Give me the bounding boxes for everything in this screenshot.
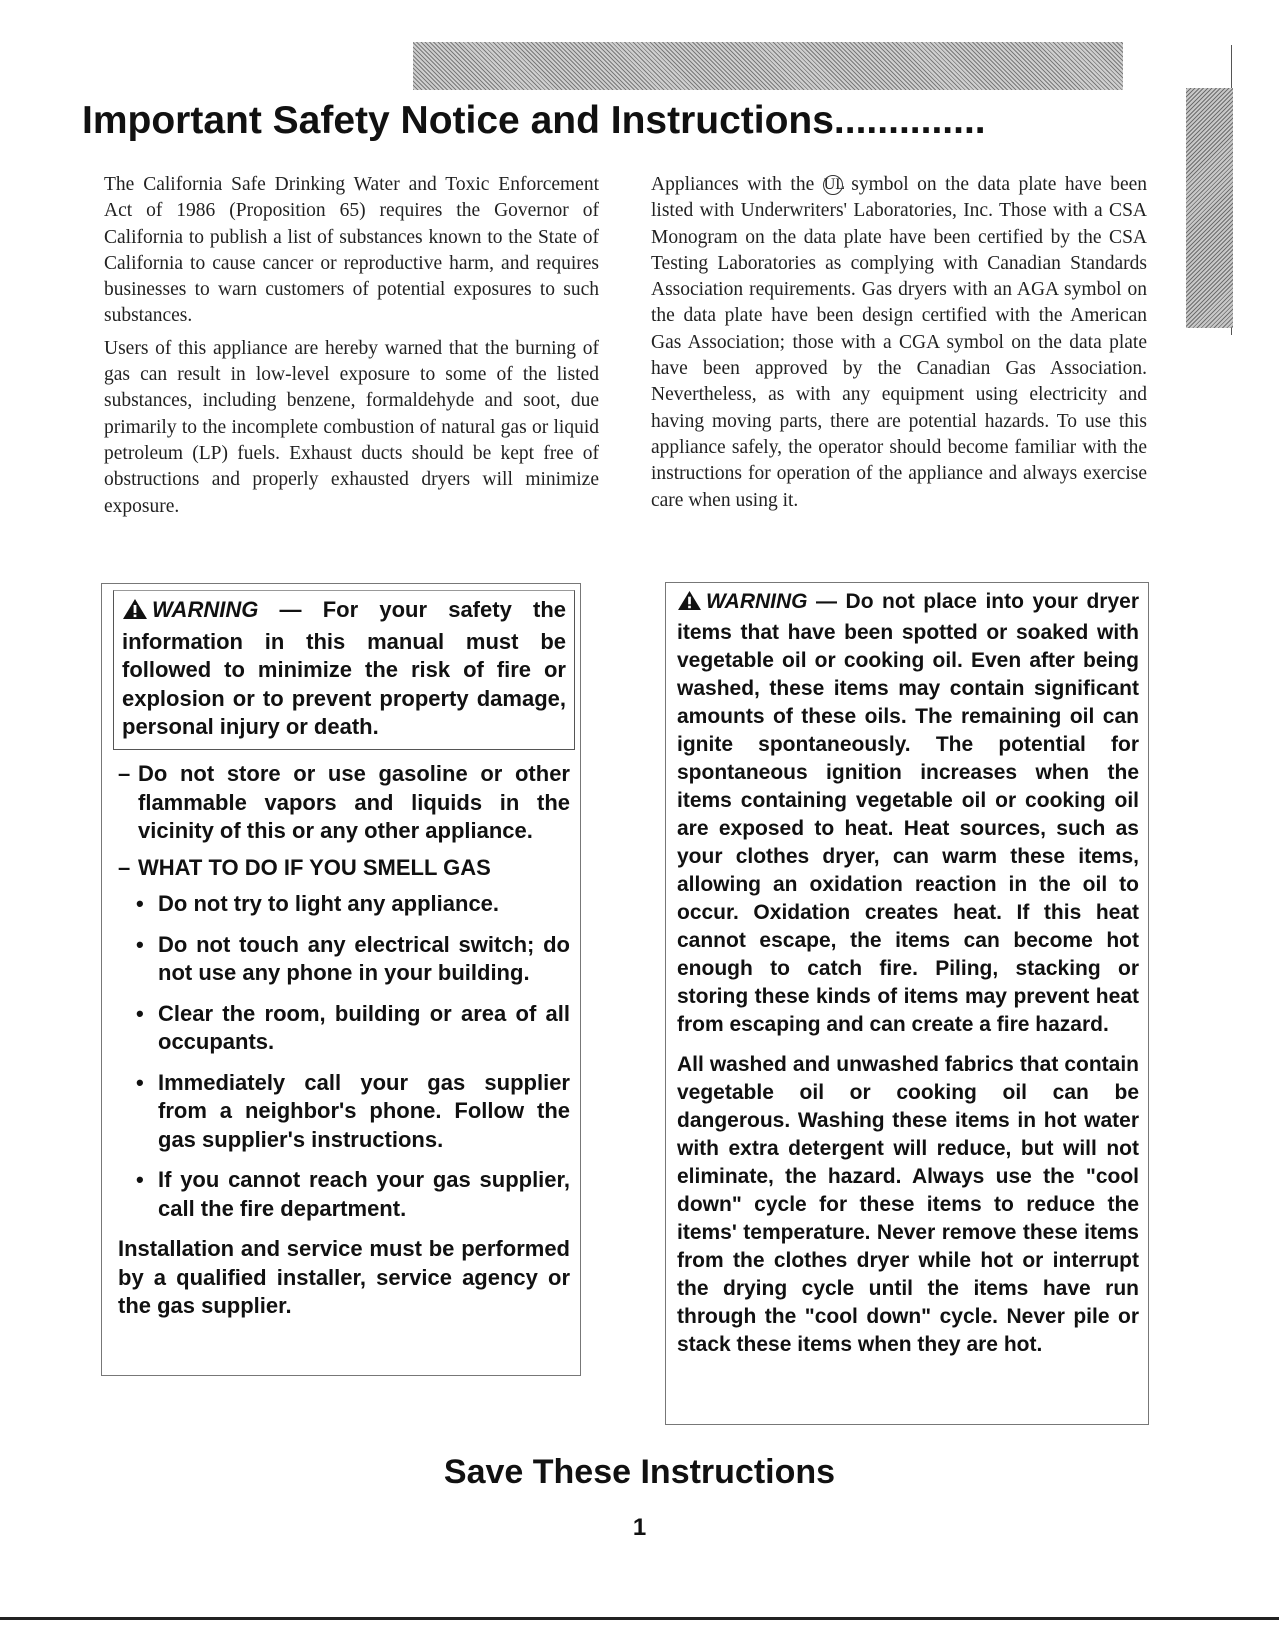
- list-item: • Do not try to light any appliance.: [136, 891, 500, 916]
- warning-oil-content: [677, 588, 1139, 1371]
- page-title: Important Safety Notice and Instructions..............: [82, 99, 986, 142]
- gas-exposure-paragraph: Users of this appliance are hereby warned that the burning of gas can result in low-level exposure to some of the listed substances, including benzene, formaldehyde and soot, due primarily to the incomplete combustion of natural gas or liquid petroleum (LP) fuels. Exhaust ducts should be kept free of obstructions and properly exhausted dryers will minimize exposure.: [104, 337, 599, 517]
- header-halftone-band: [413, 42, 1123, 90]
- page-bottom-rule: [0, 1617, 1279, 1620]
- warning-header-gas: [122, 596, 566, 742]
- ul-symbol-icon: UL: [823, 176, 846, 193]
- list-item: – Do not store or use gasoline or other flammable vapors and liquids in the vicinity of this or any other appliance.: [118, 761, 570, 843]
- warning-triangle-icon: [677, 590, 702, 619]
- installation-note: Installation and service must be performed by a qualified installer, service agency or the gas supplier.: [118, 1236, 570, 1318]
- warning-triangle-icon: [122, 598, 148, 628]
- warning-label: WARNING: [152, 597, 259, 622]
- list-item: • Clear the room, building or area of all occupants.: [136, 1000, 570, 1054]
- gas-safety-list: [118, 760, 570, 1321]
- save-instructions-heading: Save These Instructions: [443, 1453, 836, 1491]
- certification-lead: Appliances with the: [651, 174, 815, 195]
- proposition-65-paragraph: The California Safe Drinking Water and Toxic Enforcement Act of 1986 (Proposition 65) requires the Governor of California to publish a list of substances known to the State of California to cause cancer or reproductive harm, and requires businesses to warn customers of potential exposures to such substances.: [104, 174, 599, 327]
- page-number: 1: [632, 1514, 647, 1541]
- list-item: – WHAT TO DO IF YOU SMELL GAS: [118, 854, 491, 880]
- warning-oil-text: — Do not place into your dryer items that have been spotted or soaked with vegetable oil or cooking oil. Even after being washed, these items may contain significant amounts of these oils. The remaining oil can ignite spontaneously. The potential for spontaneous ignition increases when the items containing vegetable oil or cooking oil are exposed to heat. Heat sources, such as your clothes dryer, can warm these items, allowing an oxidation reaction in the oil to occur. Oxidation creates heat. If this heat cannot escape, the items can become hot enough to catch fire. Piling, stacking or storing these kinds of items may prevent heat from escaping and can create a fire hazard.: [677, 590, 1139, 1036]
- section-thumb-tab: [1186, 88, 1233, 328]
- list-item: • If you cannot reach your gas supplier, call the fire department.: [136, 1167, 570, 1221]
- certification-paragraph: [651, 172, 1147, 514]
- intro-left-column: [104, 172, 599, 526]
- warning-label: WARNING: [706, 590, 808, 613]
- warning-gas-text: — For your safety the information in this manual must be followed to minimize the risk of fire or explosion or to prevent property damage, personal injury or death.: [122, 597, 566, 739]
- certification-rest: symbol on the data plate have been listed with Underwriters' Laboratories, Inc. Those with a CSA Monogram on the data plate have been certified by the CSA Testing Laboratories as complying with Canadian Standards Association requirements. Gas dryers with an AGA symbol on the data plate have been design certified with the American Gas Association; those with a CGA symbol on the data plate have been approved by the Canadian Gas Association. Nevertheless, as with any equipment using electricity and having moving parts, there are potential hazards. To use this appliance safely, the operator should become familiar with the instructions for operation of the appliance and always exercise care when using it.: [651, 174, 1148, 511]
- list-item: • Immediately call your gas supplier from a neighbor's phone. Follow the gas supplier's instructions.: [136, 1069, 570, 1152]
- list-item: • Do not touch any electrical switch; do not use any phone in your building.: [136, 931, 570, 985]
- fabrics-paragraph: All washed and unwashed fabrics that contain vegetable oil or cooking oil can be dangerous. Washing these items in hot water with extra detergent will reduce, but will not eliminate, the hazard. Always use the "cool down" cycle for these items to reduce the items' temperature. Never remove these items from the clothes dryer while hot or interrupt the drying cycle until the items have run through the "cool down" cycle. Never pile or stack these items when they are hot.: [677, 1053, 1139, 1356]
- intro-right-column: [651, 172, 1147, 520]
- warning-oil-paragraph: [677, 588, 1139, 1039]
